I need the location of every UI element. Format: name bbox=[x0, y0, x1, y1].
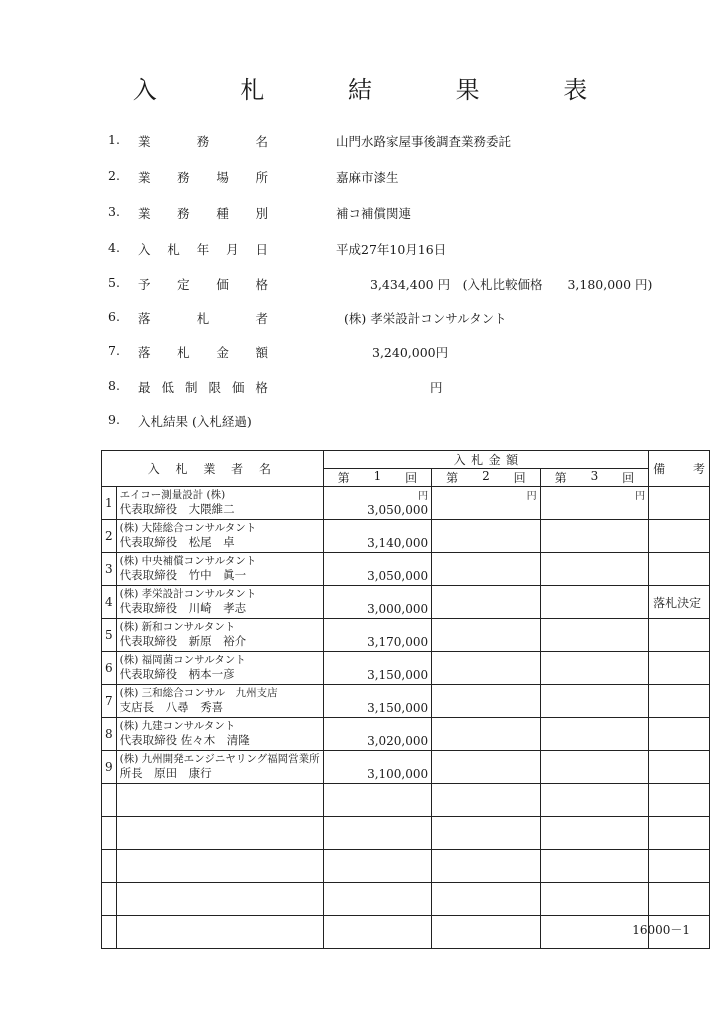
item-label-char: 別 bbox=[255, 206, 268, 221]
round2-amount-cell bbox=[432, 751, 540, 784]
header-char: 回 bbox=[622, 471, 635, 485]
bid-amount: 3,050,000 bbox=[367, 503, 429, 517]
item-label-char: 場 bbox=[216, 170, 229, 185]
company-name: エイコー測量設計 (株) bbox=[119, 489, 226, 501]
row-number: 9 bbox=[102, 751, 117, 784]
empty-cell bbox=[540, 850, 649, 883]
item-value: 嘉麻市漆生 bbox=[336, 170, 399, 185]
item-label-char: 業 bbox=[138, 134, 151, 149]
round1-amount-cell bbox=[323, 718, 431, 751]
item-label-char: 札 bbox=[177, 345, 190, 360]
header-bidder-name: 入 札 業 者 名 bbox=[102, 451, 324, 487]
row-number: 2 bbox=[102, 520, 117, 553]
table-row bbox=[102, 520, 710, 553]
empty-cell bbox=[432, 784, 540, 817]
table-row bbox=[102, 586, 710, 619]
remarks-cell bbox=[649, 619, 710, 652]
item-number: 4. bbox=[108, 240, 120, 255]
empty-cell bbox=[102, 916, 117, 949]
header-char: 回 bbox=[513, 471, 526, 485]
empty-cell bbox=[323, 916, 431, 949]
item-label-char: 日 bbox=[255, 242, 268, 257]
item-label-char: 落 bbox=[138, 311, 151, 326]
row-number: 4 bbox=[102, 586, 117, 619]
item-label-char: 制 bbox=[184, 380, 198, 395]
empty-cell bbox=[432, 883, 540, 916]
round1-amount-cell bbox=[323, 586, 431, 619]
empty-cell bbox=[649, 850, 710, 883]
empty-cell bbox=[540, 784, 649, 817]
bidder-cell bbox=[116, 619, 323, 652]
empty-cell bbox=[102, 883, 117, 916]
item-label bbox=[138, 275, 268, 293]
item-label-char: 金 bbox=[216, 345, 229, 360]
round2-amount-cell bbox=[432, 718, 540, 751]
item-label bbox=[138, 168, 268, 186]
item-number: 2. bbox=[108, 168, 120, 183]
round3-amount-cell bbox=[540, 487, 649, 520]
empty-table-row bbox=[102, 850, 710, 883]
representative-name: 代表取締役 柄本一彦 bbox=[119, 667, 235, 681]
representative-name: 代表取締役 川崎 孝志 bbox=[119, 601, 247, 615]
table-row bbox=[102, 553, 710, 586]
row-number: 6 bbox=[102, 652, 117, 685]
item-value: 山門水路家屋事後調査業務委託 bbox=[336, 134, 512, 149]
item-label bbox=[138, 343, 268, 361]
bid-amount: 3,050,000 bbox=[367, 569, 429, 583]
round3-amount-cell bbox=[540, 652, 649, 685]
remarks-cell bbox=[649, 553, 710, 586]
round3-amount-cell bbox=[540, 685, 649, 718]
item-value: (株) 孝栄設計コンサルタント bbox=[344, 311, 507, 326]
empty-cell bbox=[116, 883, 323, 916]
header-char: 1 bbox=[373, 469, 382, 483]
empty-cell bbox=[102, 817, 117, 850]
round3-amount-cell bbox=[540, 751, 649, 784]
page-number: 16000－1 bbox=[632, 923, 690, 937]
round1-amount-cell bbox=[323, 520, 431, 553]
round3-amount-cell bbox=[540, 520, 649, 553]
page-title: 入 札 結 果 表 bbox=[132, 76, 626, 104]
header-char: 第 bbox=[554, 471, 567, 485]
item-label-char: 所 bbox=[255, 170, 268, 185]
bid-amount: 3,000,000 bbox=[367, 602, 429, 616]
item-label-char: 業 bbox=[138, 170, 151, 185]
item-number: 3. bbox=[108, 204, 120, 219]
representative-name: 代表取締役 大隈維二 bbox=[119, 502, 235, 516]
header-char: 入 bbox=[453, 453, 466, 467]
item-label-char: 務 bbox=[196, 134, 210, 149]
round1-amount-cell bbox=[323, 751, 431, 784]
item-number: 1. bbox=[108, 132, 120, 147]
header-bid-amount bbox=[323, 451, 648, 469]
item-label-char: 格 bbox=[255, 277, 268, 292]
row-number: 7 bbox=[102, 685, 117, 718]
item-value: 補コ補償関連 bbox=[336, 206, 412, 221]
representative-name: 代表取締役 松尾 卓 bbox=[119, 535, 235, 549]
item-label-char: 価 bbox=[231, 380, 245, 395]
empty-cell bbox=[116, 850, 323, 883]
item-label bbox=[138, 132, 268, 150]
item-label bbox=[138, 204, 268, 222]
empty-cell bbox=[540, 817, 649, 850]
item-number: 7. bbox=[108, 343, 120, 358]
empty-table-row bbox=[102, 883, 710, 916]
bidder-cell bbox=[116, 553, 323, 586]
header-char: 3 bbox=[590, 469, 599, 483]
empty-cell bbox=[102, 784, 117, 817]
bidder-cell bbox=[116, 520, 323, 553]
item-label: 入札結果 (入札経過) bbox=[138, 414, 252, 429]
round1-amount-cell bbox=[323, 652, 431, 685]
round3-amount-cell bbox=[540, 718, 649, 751]
empty-cell bbox=[323, 817, 431, 850]
empty-table-row bbox=[102, 784, 710, 817]
header-char: 回 bbox=[405, 471, 418, 485]
empty-cell bbox=[432, 850, 540, 883]
round2-amount-cell bbox=[432, 619, 540, 652]
representative-name: 代表取締役 新原 裕介 bbox=[119, 634, 247, 648]
empty-table-row bbox=[102, 817, 710, 850]
round2-amount-cell bbox=[432, 520, 540, 553]
item-label-char: 低 bbox=[161, 380, 174, 395]
empty-cell bbox=[432, 817, 540, 850]
company-name: (株) 九州開発エンジニヤリング福岡営業所 bbox=[119, 753, 320, 765]
bid-amount: 3,100,000 bbox=[367, 767, 429, 781]
row-number: 5 bbox=[102, 619, 117, 652]
item-label-char: 額 bbox=[255, 345, 268, 360]
row-number: 8 bbox=[102, 718, 117, 751]
item-label-char: 札 bbox=[196, 311, 210, 326]
item-label bbox=[138, 240, 268, 258]
item-label-char: 最 bbox=[138, 380, 151, 395]
company-name: (株) 三和総合コンサル 九州支店 bbox=[119, 687, 278, 699]
header-char: 札 bbox=[471, 453, 484, 467]
header-char: 考 bbox=[692, 462, 705, 476]
header-char: 額 bbox=[506, 453, 519, 467]
empty-cell bbox=[323, 883, 431, 916]
company-name: (株) 大陸総合コンサルタント bbox=[119, 522, 257, 534]
company-name: (株) 新和コンサルタント bbox=[119, 621, 236, 633]
round3-amount-cell bbox=[540, 553, 649, 586]
bidder-cell bbox=[116, 586, 323, 619]
remarks-cell bbox=[649, 487, 710, 520]
table-row bbox=[102, 685, 710, 718]
remarks-cell bbox=[649, 751, 710, 784]
item-label-char: 札 bbox=[167, 242, 180, 257]
item-value: 平成27年10月16日 bbox=[336, 242, 447, 257]
item-label-char: 定 bbox=[177, 277, 190, 292]
table-row bbox=[102, 718, 710, 751]
company-name: (株) 中央補償コンサルタント bbox=[119, 555, 257, 567]
bid-amount: 3,140,000 bbox=[367, 536, 429, 550]
item-label-char: 業 bbox=[138, 206, 151, 221]
round2-amount-cell bbox=[432, 487, 540, 520]
header-round2 bbox=[432, 469, 540, 487]
empty-cell bbox=[323, 850, 431, 883]
company-name: (株) 福岡菌コンサルタント bbox=[119, 654, 246, 666]
item-label bbox=[138, 309, 268, 327]
representative-name: 代表取締役 佐々木 清隆 bbox=[119, 733, 250, 747]
bidder-cell bbox=[116, 718, 323, 751]
header-char: 第 bbox=[337, 471, 350, 485]
bid-results-table bbox=[101, 450, 710, 949]
empty-cell bbox=[649, 784, 710, 817]
remarks-cell bbox=[649, 520, 710, 553]
item-label-char: 者 bbox=[255, 311, 268, 326]
header-round1 bbox=[323, 469, 431, 487]
remarks-cell bbox=[649, 652, 710, 685]
round3-amount-cell bbox=[540, 586, 649, 619]
item-value: 円 bbox=[430, 380, 443, 395]
item-value: 3,434,400 円 (入札比較価格 3,180,000 円) bbox=[370, 277, 653, 292]
row-number: 1 bbox=[102, 487, 117, 520]
item-number: 6. bbox=[108, 309, 120, 324]
bid-amount: 3,020,000 bbox=[367, 734, 429, 748]
header-round3 bbox=[540, 469, 649, 487]
round2-amount-cell bbox=[432, 553, 540, 586]
item-label-char: 種 bbox=[216, 206, 229, 221]
empty-cell bbox=[116, 784, 323, 817]
bid-amount: 3,150,000 bbox=[367, 668, 429, 682]
item-label-char: 名 bbox=[255, 134, 268, 149]
round1-amount-cell bbox=[323, 619, 431, 652]
remarks-cell bbox=[649, 685, 710, 718]
empty-cell bbox=[116, 916, 323, 949]
item-number: 5. bbox=[108, 275, 120, 290]
empty-cell bbox=[432, 916, 540, 949]
item-label-char: 月 bbox=[226, 242, 239, 257]
header-char: 第 bbox=[446, 471, 459, 485]
company-name: (株) 九建コンサルタント bbox=[119, 720, 236, 732]
representative-name: 支店長 八尋 秀喜 bbox=[119, 700, 224, 714]
round2-amount-cell bbox=[432, 685, 540, 718]
header-char: 金 bbox=[488, 453, 501, 467]
item-label-char: 価 bbox=[216, 277, 229, 292]
remarks-cell bbox=[649, 718, 710, 751]
empty-cell bbox=[116, 817, 323, 850]
round1-amount-cell bbox=[323, 553, 431, 586]
bidder-cell bbox=[116, 487, 323, 520]
round2-amount-cell bbox=[432, 586, 540, 619]
bidder-cell bbox=[116, 685, 323, 718]
empty-cell bbox=[102, 850, 117, 883]
empty-table-row bbox=[102, 916, 710, 949]
empty-cell bbox=[649, 817, 710, 850]
round1-amount-cell bbox=[323, 685, 431, 718]
item-label-char: 格 bbox=[255, 380, 268, 395]
yen-unit: 円 bbox=[635, 491, 646, 502]
item-label bbox=[138, 378, 268, 396]
empty-cell bbox=[540, 883, 649, 916]
item-label-char: 務 bbox=[177, 170, 190, 185]
remarks-cell: 落札決定 bbox=[649, 586, 710, 619]
empty-cell bbox=[323, 784, 431, 817]
item-label-char: 入 bbox=[138, 242, 151, 257]
header-char: 備 bbox=[653, 462, 666, 476]
item-label-char: 年 bbox=[196, 242, 210, 257]
round3-amount-cell bbox=[540, 619, 649, 652]
bidder-cell bbox=[116, 652, 323, 685]
table-row bbox=[102, 751, 710, 784]
header-remarks bbox=[649, 451, 710, 487]
bid-amount: 3,170,000 bbox=[367, 635, 429, 649]
bidder-cell bbox=[116, 751, 323, 784]
item-label-char: 限 bbox=[208, 380, 221, 395]
item-label-char: 落 bbox=[138, 345, 151, 360]
item-value: 3,240,000円 bbox=[372, 345, 449, 360]
item-number: 8. bbox=[108, 378, 120, 393]
table-row bbox=[102, 652, 710, 685]
bid-amount: 3,150,000 bbox=[367, 701, 429, 715]
representative-name: 代表取締役 竹中 眞一 bbox=[119, 568, 247, 582]
item-label-char: 務 bbox=[177, 206, 190, 221]
item-number: 9. bbox=[108, 412, 120, 427]
round2-amount-cell bbox=[432, 652, 540, 685]
round1-amount-cell bbox=[323, 487, 431, 520]
yen-unit: 円 bbox=[418, 491, 429, 502]
header-char: 2 bbox=[482, 469, 490, 483]
company-name: (株) 孝栄設計コンサルタント bbox=[119, 588, 257, 600]
table-row bbox=[102, 619, 710, 652]
item-label-char: 予 bbox=[138, 277, 151, 292]
yen-unit: 円 bbox=[526, 491, 537, 502]
row-number: 3 bbox=[102, 553, 117, 586]
representative-name: 所長 原田 康行 bbox=[119, 766, 212, 780]
empty-cell bbox=[649, 883, 710, 916]
table-row bbox=[102, 487, 710, 520]
